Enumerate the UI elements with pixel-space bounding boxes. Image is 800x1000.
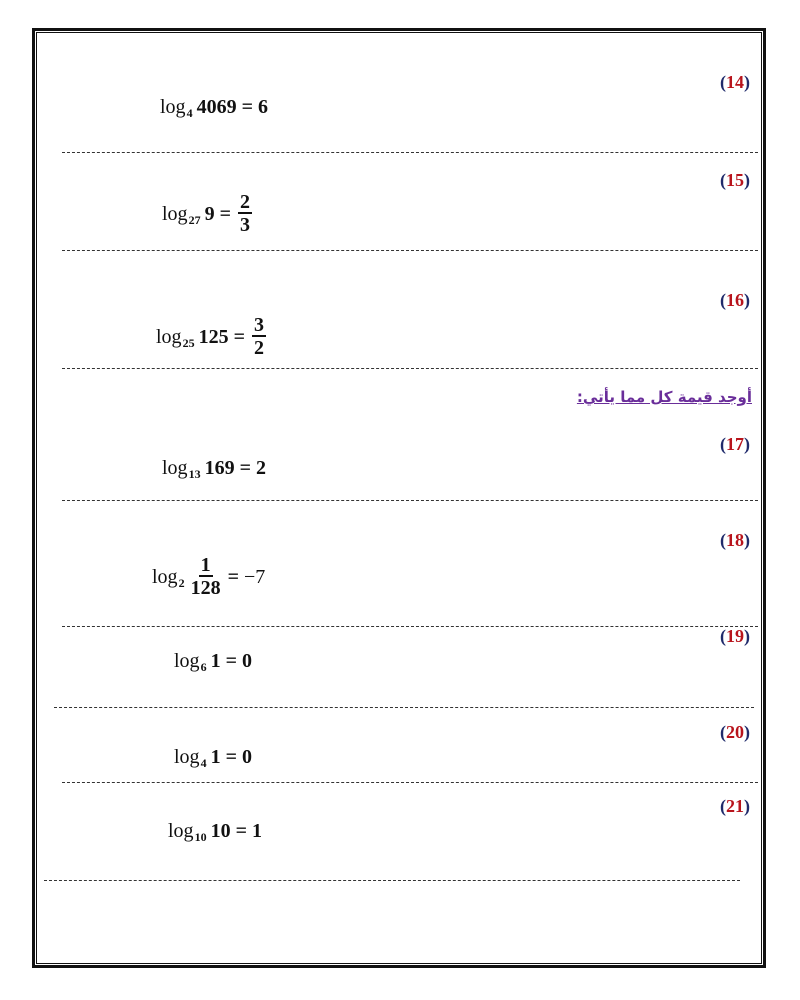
problem-number-21: (21) [720, 796, 750, 816]
problem-number-17: (17) [720, 434, 750, 454]
problem-number-15: (15) [720, 170, 750, 190]
answer-line-20 [62, 782, 758, 783]
answer-line-21 [44, 880, 740, 881]
problem-number-19: (19) [720, 626, 750, 646]
equation-21: log 10 10 = 1 [168, 820, 262, 844]
problem-number-14: (14) [720, 72, 750, 92]
equation-15: log 27 9 = $\frac{2}{3}$ [162, 191, 250, 236]
page-border-inner [36, 32, 762, 964]
answer-line-18 [62, 626, 758, 627]
answer-line-14 [62, 152, 758, 153]
equation-19: log 6 1 = 0 [174, 650, 252, 674]
problem-number-20: (20) [720, 722, 750, 742]
equation-14: log 4 4069 = 6 [160, 96, 268, 120]
equation-20: log 4 1 = 0 [174, 746, 252, 770]
equation-18: log 2 $\frac{1}{128}$ = −7 [152, 554, 266, 599]
answer-line-17 [62, 500, 758, 501]
problem-number-16: (16) [720, 290, 750, 310]
answer-line-19 [54, 707, 754, 708]
answer-line-16 [62, 368, 758, 369]
problem-number-18: (18) [720, 530, 750, 550]
equation-16: log 25 125 = $\frac{3}{2}$ [156, 314, 264, 359]
section-heading: أوجد قيمة كل مما يأتي: [576, 388, 752, 406]
equation-17: log 13 169 = 2 [162, 457, 266, 481]
answer-line-15 [62, 250, 758, 251]
